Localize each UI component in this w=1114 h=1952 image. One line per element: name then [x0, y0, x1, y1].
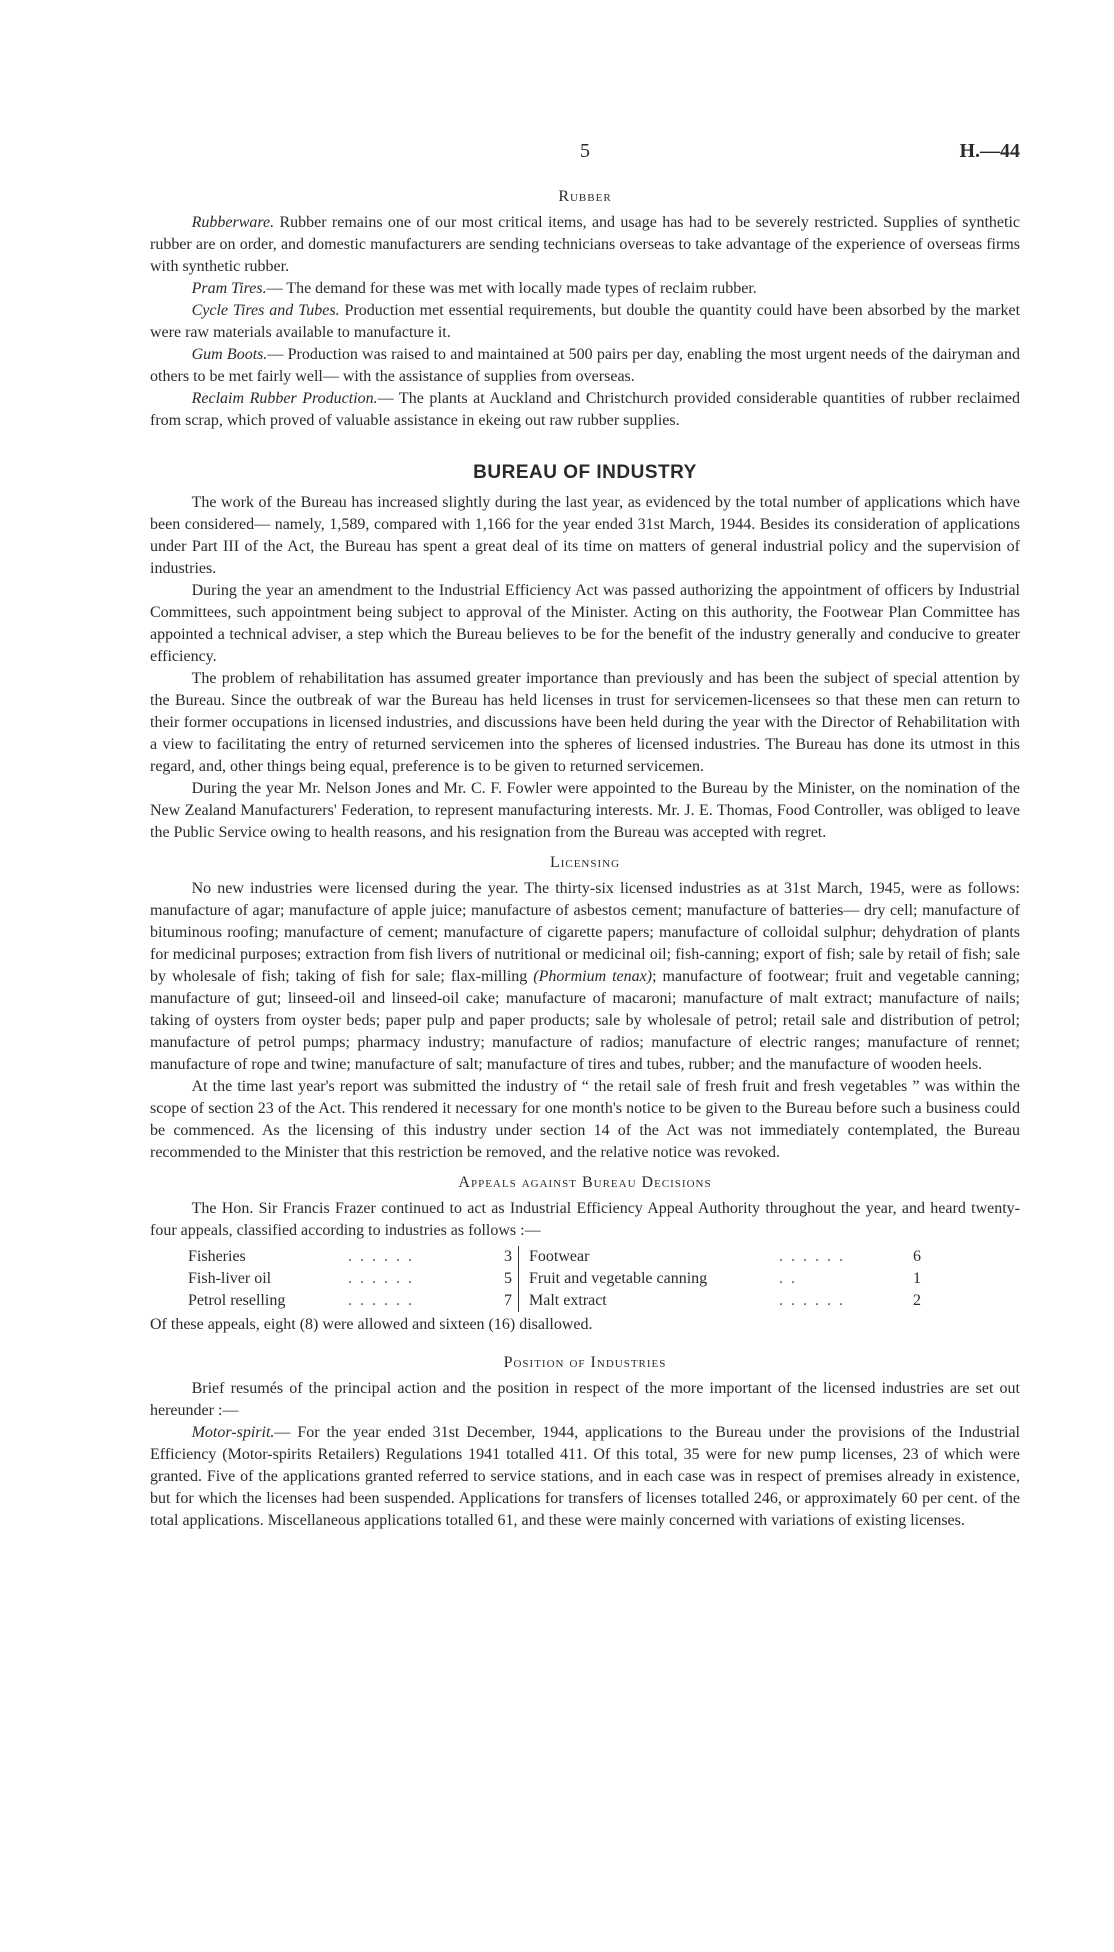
appeals-intro: The Hon. Sir Francis Frazer continued to act as Industrial Efficiency Appeal Authority throughout the year, and heard twenty-four appeals, classified according to industries as follows :—: [150, 1200, 1020, 1239]
bureau-paragraph: During the year an amendment to the Industrial Efficiency Act was passed authorizing the appointment of officers by Industrial Committees, such appointment being subject to approval of the Minister. Acting on this authority, the Footwear Plan Committee has appointed a technical adviser, a step which the Bureau believes to be for the benefit of the industry generally and conducive to greater efficiency.: [150, 582, 1020, 665]
licensing-section: [150, 854, 1020, 1164]
leader-dots: . . . . . .: [348, 1270, 414, 1287]
paragraph-text: Rubber remains one of our most critical items, and usage has had to be severely restricted. Supplies of synthetic rubber are on order, and domestic manufacturers are sending technicians overseas to take advantage of the experience of overseas firms with synthetic rubber.: [150, 214, 1020, 275]
appeals-table: [188, 1246, 921, 1312]
appeal-count: 2: [913, 1292, 921, 1309]
column-divider: [519, 1268, 530, 1290]
document-page: [150, 140, 1020, 1532]
appeal-count: 3: [504, 1248, 512, 1265]
paragraph-lead: Reclaim Rubber Production.: [191, 390, 378, 407]
paragraph-lead: Motor-spirit.: [191, 1424, 275, 1441]
bureau-section: [150, 462, 1020, 844]
appeal-industry: Fish-liver oil: [188, 1270, 272, 1287]
motor-spirit-paragraph: [150, 1422, 1020, 1532]
leader-dots: . . . . . .: [779, 1248, 845, 1265]
bureau-heading: BUREAU OF INDUSTRY: [473, 462, 697, 483]
leader-dots: . . . . . .: [348, 1248, 414, 1265]
leader-dots: . .: [779, 1270, 797, 1287]
appeals-section: [150, 1174, 1020, 1336]
licensing-heading: Licensing: [549, 854, 621, 871]
paragraph-text: — Production was raised to and maintained at 500 pairs per day, enabling the most urgent needs of the dairyman and others to be met fairly well— with the assistance of supplies from overseas.: [150, 346, 1020, 385]
bureau-paragraph: During the year Mr. Nelson Jones and Mr. C. F. Fowler were appointed to the Bureau by the Minister, on the nomination of the New Zealand Manufacturers' Federation, to represent manufacturing interests. Mr. J. E. Thomas, Food Controller, was obliged to leave the Public Service owing to health reasons, and his resignation from the Bureau was accepted with regret.: [150, 780, 1020, 841]
table-row: [188, 1246, 921, 1268]
leader-dots: . . . . . .: [779, 1292, 845, 1309]
bureau-paragraph: The problem of rehabilitation has assumed greater importance than previously and has been the subject of special attention by the Bureau. Since the outbreak of war the Bureau has held licenses in trust for servicemen-licensees so that these men can return to their former occupations in licensed industries, and discussions have been held during the year with the Director of Rehabilitation with a view to facilitating the entry of returned servicemen into the spheres of licensed industries. The Bureau has done its utmost in this regard, and, other things being equal, preference is to be given to returned servicemen.: [150, 670, 1020, 775]
appeal-count: 6: [913, 1248, 921, 1265]
appeal-count: 1: [913, 1270, 921, 1287]
paragraph-lead: Gum Boots.: [191, 346, 268, 363]
appeal-count: 7: [504, 1292, 512, 1309]
paragraph-text: — The demand for these was met with locally made types of reclaim rubber.: [266, 280, 757, 297]
rubber-section: [150, 188, 1020, 432]
appeal-count: 5: [504, 1270, 512, 1287]
document-code: H.—44: [959, 140, 1020, 162]
position-intro: Brief resumés of the principal action and the position in respect of the more important of the licensed industries are set out hereunder :—: [150, 1380, 1020, 1419]
column-divider: [519, 1290, 530, 1312]
paragraph-text: — For the year ended 31st December, 1944, applications to the Bureau under the provisions of the Industrial Efficiency (Motor-spirits Retailers) Regulations 1941 totalled 411. Of this total, 35 were for new pump licenses, 23 of which were granted. Five of the applications granted referred to service stations, and in each case was in respect of premises already in existence, but for which the licenses had been suspended. Applications for transfers of licenses totalled 246, or approximately 60 per cent. of the total applications. Miscellaneous applications totalled 61, and these were mainly concerned with variations of existing licenses.: [150, 1424, 1020, 1529]
rubberware-paragraph: [150, 212, 1020, 278]
table-row: [188, 1290, 921, 1312]
paragraph-text: — The plants at Auckland and Christchurch provided considerable quantities of rubber reclaimed from scrap, which proved of valuable assistance in ekeing out raw rubber supplies.: [150, 390, 1021, 429]
paragraph-text: Production met essential requirements, but double the quantity could have been absorbed by the market were raw materials available to manufacture it.: [150, 302, 1021, 341]
appeal-industry: Petrol reselling: [188, 1292, 286, 1309]
pram-tires-paragraph: [150, 278, 1020, 300]
position-heading: Position of Industries: [503, 1354, 667, 1371]
retail-fruit-paragraph: At the time last year's report was submitted the industry of “ the retail sale of fresh fruit and fresh vegetables ” was within the scope of section 23 of the Act. This rendered it necessary for one month's notice to be given to the Bureau before such a business could be commenced. As the licensing of this industry under section 14 of the Act was not immediately contemplated, the Bureau recommended to the Minister that this restriction be removed, and the relative notice was revoked.: [150, 1078, 1020, 1161]
phormium-tenax-term: (Phormium tenax): [533, 968, 653, 985]
paragraph-lead: Cycle Tires and Tubes.: [191, 302, 340, 319]
paragraph-text: ; manufacture of footwear; fruit and vegetable canning; manufacture of gut; linseed-oil and linseed-oil cake; manufacture of macaroni; manufacture of malt extract; manufacture of nails; taking of oysters from oyster beds; paper pulp and paper products; sale by wholesale of petrol; retail sale and distribution of petrol; manufacture of petrol pumps; pharmacy industry; manufacture of radios; manufacture of electric ranges; manufacture of rennet; manufacture of rope and twine; manufacture of salt; manufacture of tires and tubes, rubber; and the manufacture of wooden heels.: [150, 968, 1020, 1073]
leader-dots: . . . . . .: [348, 1292, 414, 1309]
page-number: 5: [580, 140, 590, 162]
appeal-industry: Footwear: [529, 1248, 590, 1265]
appeals-outcome: Of these appeals, eight (8) were allowed and sixteen (16) disallowed.: [150, 1316, 593, 1333]
appeal-industry: Fisheries: [188, 1248, 246, 1265]
cycle-tires-paragraph: [150, 300, 1020, 344]
paragraph-text: No new industries were licensed during the year. The thirty-six licensed industries as at 31st March, 1945, were as follows: manufacture of agar; manufacture of apple juice; manufacture of asbestos cement; manufacture of batteries— dry cell; manufacture of bituminous roofing; manufacture of cement; manufacture of cigarette papers; manufacture of colloidal sulphur; dehydration of plants for medicinal purposes; extraction from fish livers of nutritional or medicinal oil; fish-canning; export of fish; sale by retail of fish; sale by wholesale of fish; taking of fish for sale; flax-milling: [150, 880, 1020, 985]
licensed-industries-paragraph: [150, 878, 1020, 1076]
paragraph-lead: Rubberware.: [191, 214, 275, 231]
appeals-heading: Appeals against Bureau Decisions: [458, 1174, 712, 1191]
bureau-paragraph: The work of the Bureau has increased slightly during the last year, as evidenced by the total number of applications which have been considered— namely, 1,589, compared with 1,166 for the year ended 31st March, 1944. Besides its consideration of applications under Part III of the Act, the Bureau has spent a great deal of its time on matters of general industrial policy and the supervision of industries.: [150, 494, 1020, 577]
rubber-heading: Rubber: [558, 188, 612, 205]
table-row: [188, 1268, 921, 1290]
appeal-industry: Fruit and vegetable canning: [529, 1270, 708, 1287]
page-header: [150, 140, 1020, 174]
column-divider: [519, 1246, 530, 1268]
gum-boots-paragraph: [150, 344, 1020, 388]
appeal-industry: Malt extract: [529, 1292, 607, 1309]
paragraph-lead: Pram Tires.: [191, 280, 267, 297]
reclaim-rubber-paragraph: [150, 388, 1020, 432]
position-section: [150, 1354, 1020, 1532]
